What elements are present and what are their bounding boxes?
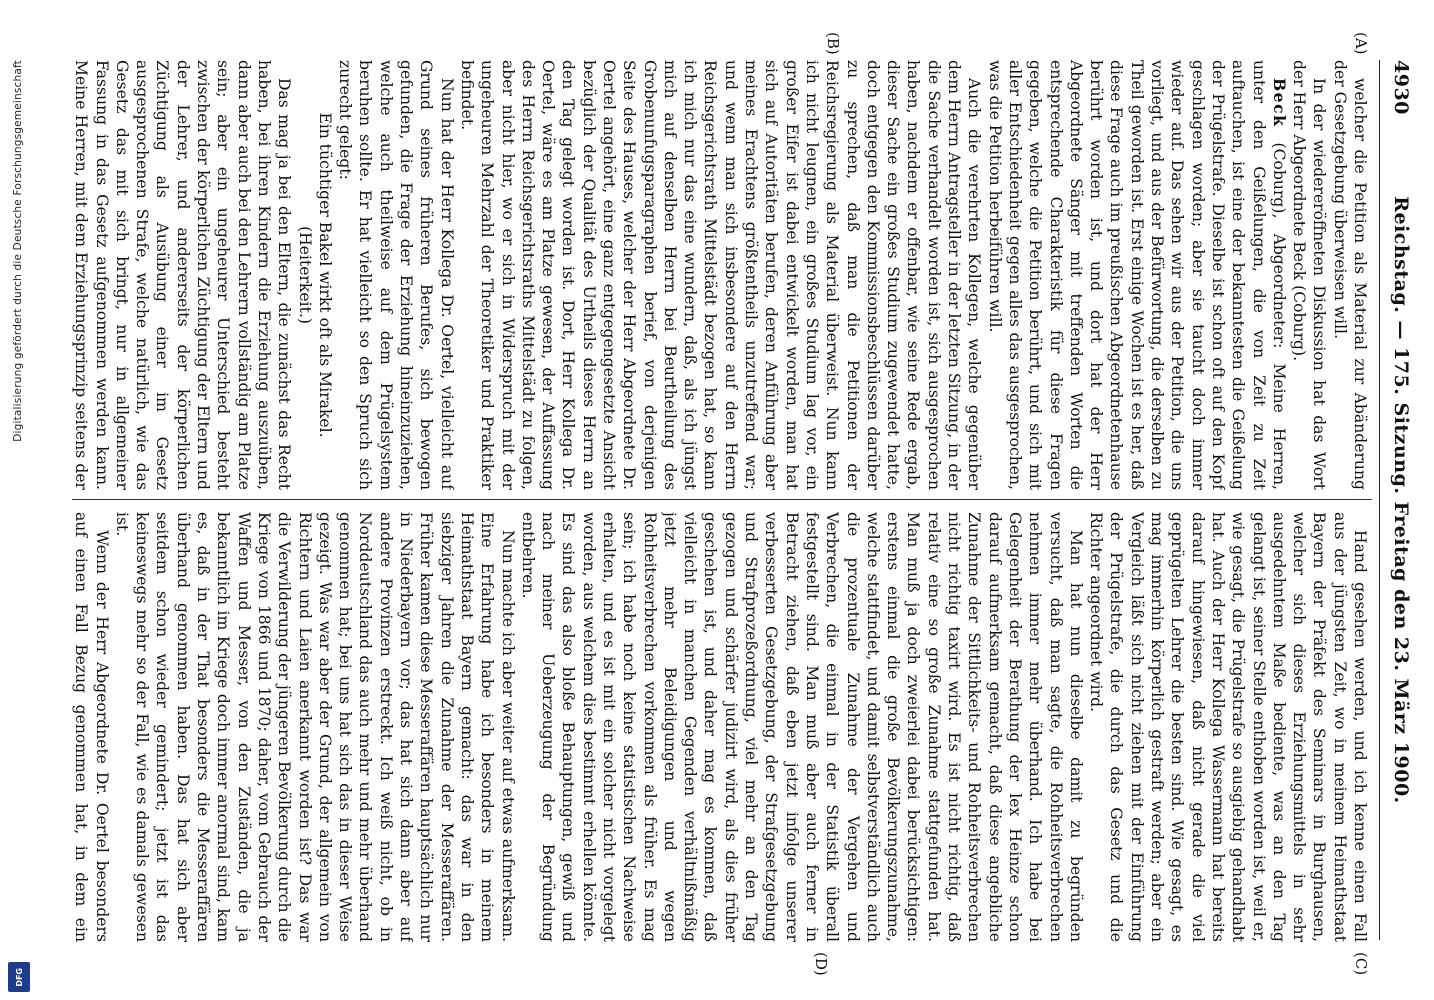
stage-direction: (Heiterkeit.) bbox=[295, 226, 314, 324]
dfg-logo-text: DFG bbox=[14, 967, 24, 987]
speaker-name: Beck bbox=[1269, 78, 1289, 128]
speech-text: (Coburg), Abgeordneter: Meine Herren, unter den Geißelungen, die von Zeit zu Zeit auftauchen, ist eine der bekanntesten die Geißelung der Prügelstrafe. Dieselbe ist schon oft auf den Kopf geschlagen worden; aber sie taucht doch immer wieder auf. Das sehen wir aus der Petition, die uns vorliegt, und aus der Befürwortung, die derselben zu Theil geworden ist. Erst einige Wochen ist es her, daß diese Frage auch im preußischen Abgeordnetenhause berührt worden ist, und dort hat der Herr Abgeordnete Sänger mit treffenden Worten die entsprechende Charakteristik für diese Fragen gegeben, welche die Petition berührt, und sich mit aller Entschiedenheit gegen alles das ausgesprochen, was die Petition herbeiführen will. bbox=[985, 60, 1288, 490]
page-title: Reichstag. — 175. Sitzung. Freitag den 23. März 1900. bbox=[1390, 196, 1412, 804]
stage-direction: Ein tüchtiger Bakel wirkt oft als Mirakel. bbox=[315, 112, 334, 438]
body-paragraph: welcher die Petition als Material zur Abänderung der Gesetzgebung überweisen will. bbox=[1330, 60, 1369, 490]
newspaper-page bbox=[40, 0, 1434, 1000]
margin-mark-d: (D) bbox=[812, 952, 830, 976]
body-paragraph: Hand gesehen werden, und ich kenne einen Fall aus der jüngsten Zeit, wo in meinem Heimathstaat Bayern der Präfekt des Seminars in Burghausen, welcher sich dieses Erziehungsmittels in sehr ausgedehntem Maße bediente, was an den Tag gelangt ist, seiner Stelle enthoben worden ist, weil er, wie gesagt, die Prügelstrafe so ausgiebig gehandhabt hat. Auch der Herr Kollega Wassermann hat bereits darauf hingewiesen, daß nicht gerade die viel geprügelten Lehrer die besten sind. Wie gesagt, es mag immerhin körperlich gestraft werden; aber ein Vergleich läßt sich nicht ziehen mit der Einführung der Prügelstrafe, die durch das Gesetz und die Richter angeordnet wird. bbox=[1087, 512, 1369, 942]
speech-paragraph bbox=[984, 60, 1288, 490]
digitization-sidebar bbox=[0, 0, 40, 1000]
margin-mark-a: (A) bbox=[1352, 32, 1370, 55]
dfg-logo-icon bbox=[8, 962, 30, 992]
body-paragraph: Auch die verehrten Kollegen, welche gegenüber dem Herrn Antragsteller in der letzten Sitzung, in der die Sache verhandelt worden ist, sich ausgesprochen haben, nachdem er offenbar, wie seine Rede ergab, dieser Sache ein großes Studium zugewendet hatte, doch entgegen den Kommissionsbeschlüssen darüber zu sprechen, daß man die Petitionen der Reichsregierung als Material überweist. Nun kann ich nicht leugnen, ein großes Studium lag vor, ein großer Eifer ist dabei entwickelt worden, man hat sich auf Autoritäten berufen, deren Anführung aber meines Erachtens größtentheils unzutreffend war; und wenn man sich insbesondere auf den Herrn Reichsgerichtsrath Mittelstädt bezogen hat, so kann ich mich nur das eine wundern, daß, als ich jüngst mich auf denselben Herrn bei Beurtheilung des Grobenunfugsparagraphen berief, von derjenigen Seite des Hauses, welcher der Herr Abgeordnete Dr. Oertel angehört, eine ganz entgegengesetzte Ansicht bezüglich der Qualität des Urtheils dieses Herrn an den Tag gelegt worden ist. Dort, Herr Kollega Dr. Oertel, wäre es am Platze gewesen, der Auffassung des Herrn Reichsgerichtsraths Mittelstädt zu folgen, aber nicht hier, wo er sich in Widerspruch mit der ungeheuren Mehrzahl der Theoretiker und Praktiker befindet. bbox=[457, 60, 984, 490]
left-text-column bbox=[70, 60, 1370, 490]
body-paragraph: Wenn der Herr Abgeordnete Dr. Oertel besonders auf einen Fall Bezug genommen hat, in dem ein bbox=[72, 512, 111, 942]
page-number: 4930 bbox=[1390, 60, 1412, 115]
body-paragraph: Das mag ja bei den Eltern, die zunächst das Recht haben, bei ihren Kindern die Erziehung auszuüben, dann aber auch bei den Lehrern vollständig am Platze sein; aber ein ungeheurer Unterschied besteht zwischen der körperlichen Züchtigung der Eltern und der Lehrer, und andererseits der körperlichen Züchtigung als Ausübung einer im Gesetz ausgesprochenen Strafe, welche natürlich, wie das Gesetz das mit sich bringt, nur in allgemeiner Fassung in das Gesetz aufgenommen werden kann. Meine Herren, mit dem Erziehungsprinzip seitens der bbox=[72, 60, 294, 490]
dfg-credit-text: Digitalisierung gefördert durch die Deutsche Forschungsgemeinschaft bbox=[12, 60, 24, 442]
body-paragraph: In der wiedereröffneten Diskussion hat das Wort der Herr Abgeordnete Beck (Coburg). bbox=[1290, 60, 1329, 490]
body-paragraph: Nun hat der Herr Kollega Dr. Oertel, vielleicht auf Grund seines früheren Berufes, sich bewogen gefunden, die Frage der Erziehung hineinzuziehen, welche auch theilweise auf dem Prügelsystem beruhen sollte. Er hat vielleicht so den Spruch sich zurecht gelegt: bbox=[336, 60, 456, 490]
margin-mark-b: (B) bbox=[824, 32, 842, 55]
margin-mark-c: (C) bbox=[1352, 952, 1370, 976]
body-paragraph: Man hat nun dieselbe damit zu begründen versucht, daß man sagte, die Rohheitsverbrechen nehmen immer mehr überhand. Ich habe bei Gelegenheit der Berathung der lex Heinze schon darauf aufmerksam gemacht, daß diese angebliche Zunahme der Sittlichkeits- und Rohheitsverbrechen nicht richtig taxirt wird. Es ist nicht richtig, daß relativ eine so große Zunahme stattgefunden hat. Man muß ja doch zweierlei dabei berücksichtigen: erstens einmal die große Bevölkerungszunahme, welche stattfindet, und damit selbstverständlich auch die prozentuale Zunahme der Vergehen und Verbrechen, die einmal in der Statistik überall festgestellt sind. Man muß aber auch ferner in Betracht ziehen, daß eben jetzt infolge unserer verbesserten Gesetzgebung, der Strafgesetzgebung und Strafprozeßordnung, viel mehr an den Tag gezogen und schärfer judizirt wird, als dies früher geschehen ist, und daher mag es kommen, daß vielleicht in manchen Gegenden verhältnißmäßig jetzt mehr Beleidigungen und wegen Rohheitsverbrechen vorkommen als früher. Es mag sein; ich habe noch keine statistischen Nachweise erhalten, und es ist mit ein solcher nicht vorgelegt worden, aus welchem dies bestimmt erhellen könnte. Es sind das also bloße Behauptungen, gewiß und nach meiner Ueberzeugung der Begründung entbehren. bbox=[518, 512, 1085, 942]
right-text-column bbox=[70, 512, 1370, 942]
page-header bbox=[1382, 60, 1412, 940]
body-paragraph: Nun machte ich aber weiter auf etwas aufmerksam. Eine Erfahrung habe ich besonders in meinem Heimathstaat Bayern gemacht: das war in den siebziger Jahren die Zunahme der Messeraffären. Früher kamen diese Messeraffären hauptsächlich nur in Niederbayern vor; das hat sich dann aber auf andere Provinzen erstreckt. Ich weiß nicht, ob in Norddeutschland das auch mehr und mehr überhand genommen hat; bei uns hat sich das in dieser Weise gezeigt. Was war aber der Grund, der allgemein von Richtern und Laien anerkannt worden ist? Das war die Verwilderung der jüngeren Bevölkerung durch die Kriege von 1866 und 1870; daher, vom Gebrauch der Waffen und Messer, von den Zuständen, die ja bekanntlich im Kriege doch immer anormal sind, kam es, daß in der That besonders die Messeraffären überhand genommen haben. Das hat sich aber seitdem schon wieder gemindert; jetzt ist das keineswegs mehr so der Fall, wie es damals gewesen ist. bbox=[112, 512, 517, 942]
column-divider bbox=[72, 499, 1372, 500]
header-divider bbox=[1379, 60, 1380, 940]
